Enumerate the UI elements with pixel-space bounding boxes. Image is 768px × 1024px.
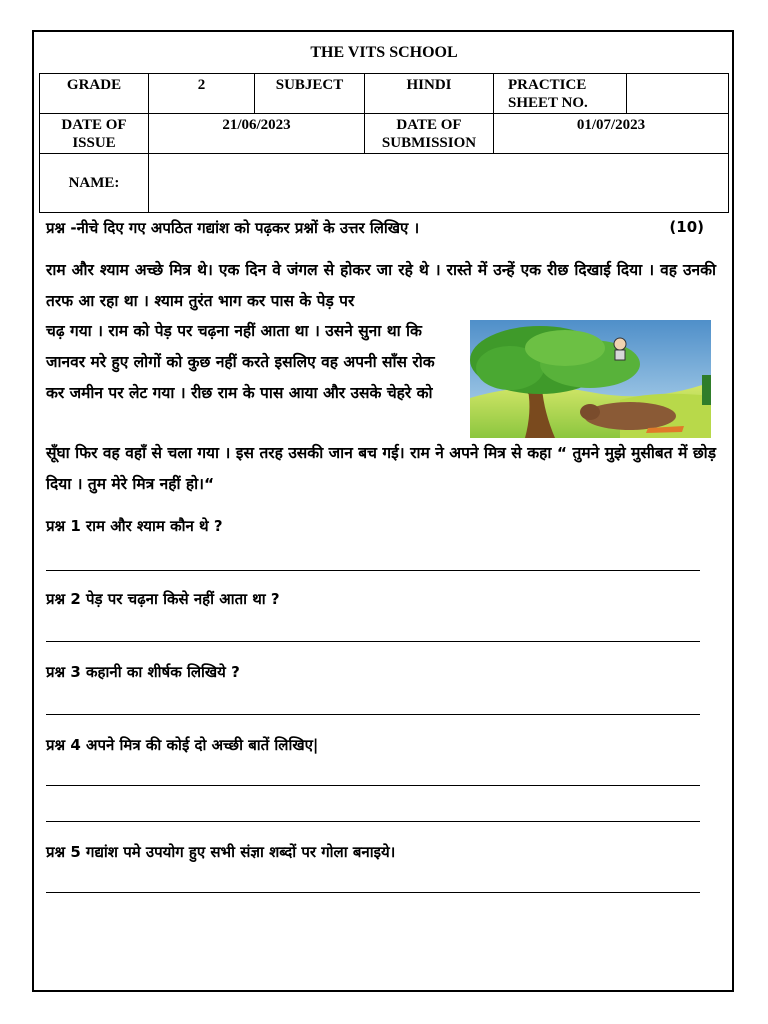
bear-head <box>580 404 600 420</box>
bush <box>702 375 711 405</box>
name-value-cell[interactable] <box>149 154 729 213</box>
grade-value: 2 <box>197 77 206 93</box>
answer-line-3[interactable] <box>46 714 700 715</box>
boy-in-tree <box>614 338 626 350</box>
header-row-grade <box>40 74 729 114</box>
passage-part-1: राम और श्याम अच्छे मित्र थे। एक दिन वे जंगल से होकर जा रहे थे । रास्ते में उन्हें एक रीछ दिखाई दिया । वह उनकी तरफ आ रहा था । श्याम तुरंत भाग कर पास के पेड़ पर <box>46 261 716 310</box>
answer-line-2[interactable] <box>46 641 700 642</box>
answer-line-4a[interactable] <box>46 785 700 786</box>
header-table <box>39 73 729 213</box>
name-label-cell <box>40 154 149 213</box>
submission-label-line2: SUBMISSION <box>381 135 477 151</box>
answer-line-4b[interactable] <box>46 821 700 822</box>
instruction-text: प्रश्न -नीचे दिए गए अपठित गद्यांश को पढ़कर प्रश्नों के उत्तर लिखिए । <box>46 219 420 237</box>
submission-value-cell <box>494 114 729 154</box>
subject-value: HINDI <box>406 77 452 93</box>
subject-label: SUBJECT <box>275 77 344 93</box>
school-name: THE VITS SCHOOL <box>310 44 458 61</box>
submission-label-cell <box>365 114 494 154</box>
issue-label-line2: ISSUE <box>72 135 116 151</box>
issue-label-cell <box>40 114 149 154</box>
submission-value: 01/07/2023 <box>576 117 646 133</box>
issue-label-line1: DATE OF <box>61 117 127 133</box>
question-2: प्रश्न 2 पेड़ पर चढ़ना किसे नहीं आता था ? <box>46 590 280 608</box>
header-row-dates <box>40 114 729 154</box>
illustration-svg <box>470 320 711 438</box>
subject-label-cell <box>255 74 365 114</box>
answer-line-1[interactable] <box>46 570 700 571</box>
tree-bear-illustration <box>470 320 711 438</box>
practice-label-line1: PRACTICE <box>508 77 587 93</box>
passage-part-3: सूँघा फिर वह वहाँ से चला गया । इस तरह उसकी जान बच गई। राम ने अपने मित्र से कहा “ तुमने मुझे मुसीबत में छोड़ दिया । तुम मेरे मित्र नहीं हो।“ <box>46 444 716 493</box>
practice-value[interactable] <box>627 74 728 76</box>
question-1: प्रश्न 1 राम और श्याम कौन थे ? <box>46 517 223 535</box>
practice-label-cell <box>494 74 627 114</box>
grade-label-cell <box>40 74 149 114</box>
issue-value-cell <box>149 114 365 154</box>
question-3: प्रश्न 3 कहानी का शीर्षक लिखिये ? <box>46 663 240 681</box>
passage-part-2: चढ़ गया । राम को पेड़ पर चढ़ना नहीं आता था । उसने सुना था कि जानवर मरे हुए लोगों को कुछ नहीं करते इसलिए वह अपनी साँस रोक कर जमीन पर लेट गया । रीछ राम के पास आया और उसके चेहरे को <box>46 322 435 402</box>
name-label: NAME: <box>68 175 120 191</box>
question-5: प्रश्न 5 गद्यांश पमे उपयोग हुए सभी संज्ञा शब्दों पर गोला बनाइये। <box>46 843 396 861</box>
answer-line-5[interactable] <box>46 892 700 893</box>
instruction-marks: (10) <box>669 218 704 236</box>
header-row-name <box>40 154 729 213</box>
boy-body <box>615 350 625 360</box>
question-4: प्रश्न 4 अपने मित्र की कोई दो अच्छी बातें लिखिए| <box>46 736 319 754</box>
tree-foliage-top <box>525 330 605 366</box>
grade-label: GRADE <box>66 77 122 93</box>
submission-label-line1: DATE OF <box>396 117 462 133</box>
practice-label-line2: SHEET NO. <box>508 95 588 111</box>
instruction <box>46 218 706 238</box>
subject-value-cell <box>365 74 494 114</box>
issue-value: 21/06/2023 <box>222 117 291 133</box>
grade-value-cell <box>149 74 255 114</box>
practice-value-cell[interactable] <box>627 74 729 114</box>
